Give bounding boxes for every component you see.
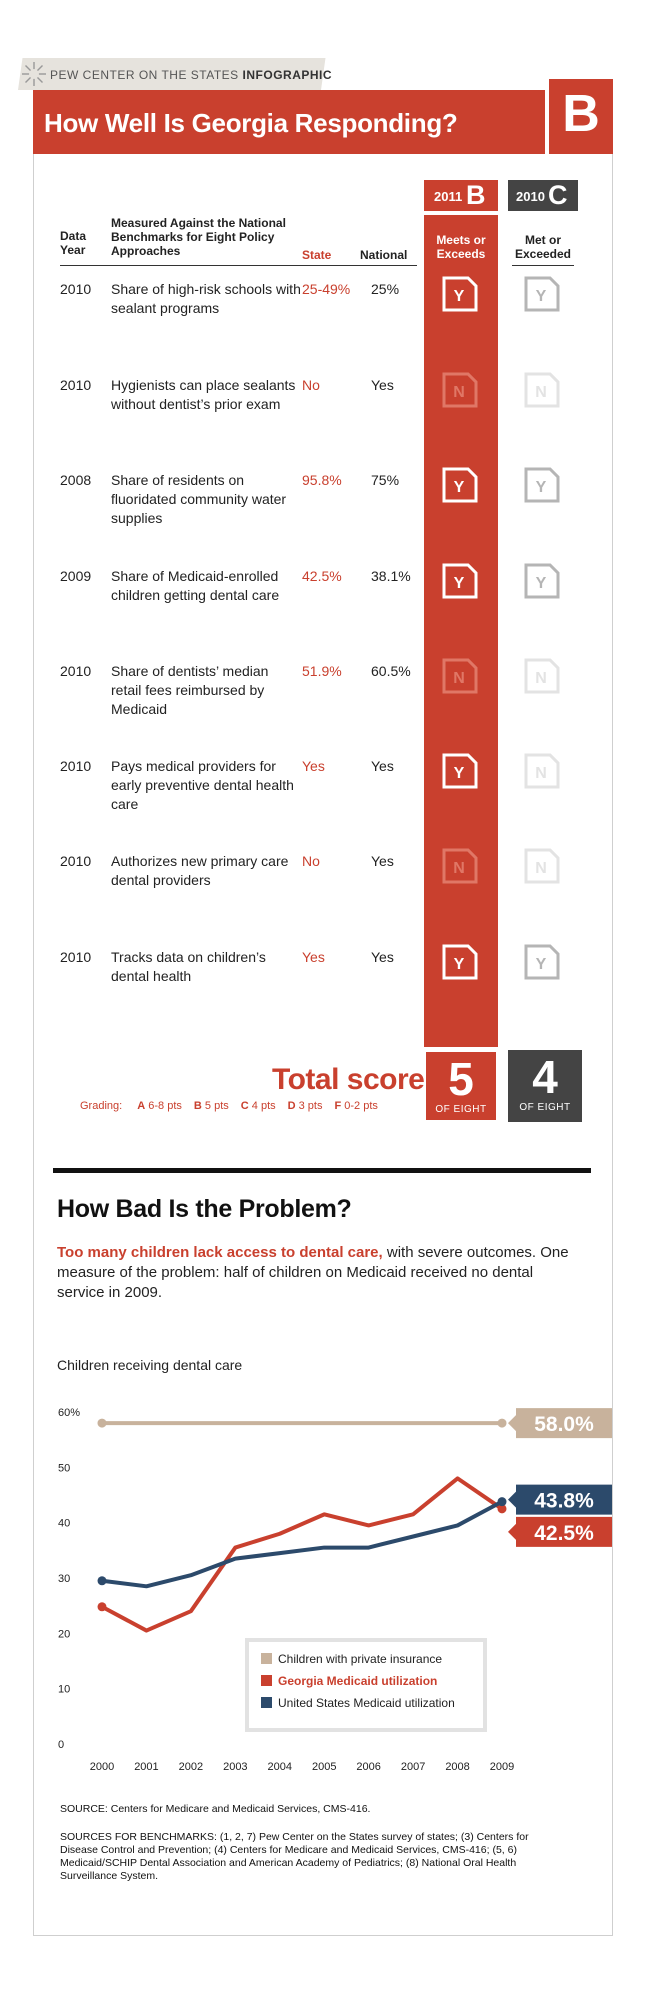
no-mark-icon (524, 372, 560, 408)
row-year: 2009 (60, 568, 92, 584)
row-national-value: Yes (371, 949, 394, 965)
svg-text:Y: Y (453, 575, 465, 592)
org-name: PEW CENTER ON THE STATES (50, 68, 239, 82)
row-label: Authorizes new primary care dental providers (111, 853, 289, 888)
score-2010 (508, 1050, 582, 1122)
legend-label: Georgia Medicaid utilization (278, 1674, 438, 1688)
page-title: How Well Is Georgia Responding? (44, 108, 458, 138)
series-line-2 (102, 1478, 502, 1630)
section2-intro (57, 1243, 577, 1303)
legend-label: Children with private insurance (278, 1652, 443, 1666)
svg-text:N: N (453, 670, 465, 687)
line-chart (40, 1385, 620, 1775)
svg-text:42.5%: 42.5% (534, 1521, 594, 1545)
series-line-3 (102, 1502, 502, 1587)
row-year: 2008 (60, 472, 92, 488)
no-mark-icon (442, 658, 478, 694)
row-state-value: No (302, 377, 320, 393)
y-tick-label: 40 (58, 1517, 71, 1530)
y-tick-label: 20 (58, 1628, 71, 1641)
no-mark-icon (524, 753, 560, 789)
row-year: 2010 (60, 949, 92, 965)
tab-2010 (508, 180, 578, 211)
row-state-value: Yes (302, 758, 325, 774)
row-year: 2010 (60, 853, 92, 869)
tab-2011-grade: B (466, 180, 486, 210)
org-suffix: INFOGRAPHIC (242, 68, 333, 82)
no-mark-icon (524, 658, 560, 694)
tab-2011 (424, 180, 498, 211)
end-value-label (508, 1408, 612, 1438)
row-label: Share of high-risk schools with sealant programs (111, 281, 301, 316)
column-2011 (424, 215, 498, 1047)
series-start-point (98, 1576, 107, 1585)
svg-text:Y: Y (453, 765, 465, 782)
x-tick-label: 2008 (445, 1761, 470, 1773)
intro-highlight: Too many children lack access to dental care, (57, 1244, 383, 1261)
grading-item: F 0-2 pts (334, 1100, 378, 1112)
grading-scale (80, 1100, 378, 1112)
legend-swatch (261, 1653, 272, 1664)
svg-text:Y: Y (535, 479, 547, 496)
pew-sunburst-icon (20, 60, 48, 88)
row-year: 2010 (60, 281, 92, 297)
y-tick-label: 0 (58, 1739, 65, 1751)
no-mark-icon (442, 372, 478, 408)
svg-text:N: N (535, 670, 547, 687)
svg-text:Y: Y (453, 288, 465, 305)
x-tick-label: 2001 (134, 1761, 159, 1773)
yes-mark-icon (442, 467, 478, 503)
row-state-value: No (302, 853, 320, 869)
series-start-point (98, 1419, 107, 1428)
row-label: Share of residents on fluoridated community water supplies (111, 472, 287, 526)
end-value-label (508, 1485, 612, 1515)
yes-mark-icon (442, 563, 478, 599)
no-mark-icon (442, 848, 478, 884)
grading-item: D 3 pts (287, 1100, 323, 1112)
x-tick-label: 2007 (400, 1761, 426, 1773)
header-rule-2010 (512, 265, 574, 266)
header-data-year: Data Year (60, 229, 87, 257)
row-label: Pays medical providers for early preventive dental health care (111, 758, 294, 812)
svg-text:N: N (535, 384, 547, 401)
x-tick-label: 2009 (489, 1761, 515, 1773)
row-state-value: 25-49% (302, 281, 351, 297)
yes-mark-icon (524, 563, 560, 599)
legend-swatch (261, 1675, 272, 1686)
score-2010-of: OF EIGHT (519, 1102, 571, 1113)
row-national-value: Yes (371, 377, 394, 393)
svg-text:Y: Y (535, 956, 547, 973)
tab-2011-year: 2011 (434, 189, 463, 204)
org-label (50, 68, 332, 82)
y-tick-label: 60% (58, 1407, 81, 1419)
row-national-value: Yes (371, 853, 394, 869)
tab-2010-grade: C (548, 180, 568, 210)
grading-item: A 6-8 pts (137, 1100, 182, 1112)
chart-title: Children receiving dental care (57, 1357, 243, 1373)
legend-swatch (261, 1697, 272, 1708)
score-2010-value: 4 (532, 1051, 558, 1103)
yes-mark-icon (442, 944, 478, 980)
yes-mark-icon (524, 944, 560, 980)
section-divider (53, 1168, 591, 1173)
header-measure: Measured Against the National Benchmarks for Eight Policy Approaches (111, 216, 286, 258)
intro-rest: with severe outcomes. One measure of the problem: half of children on Medicaid received no dental service in 2009. (57, 1244, 569, 1301)
end-value-label (508, 1517, 612, 1547)
svg-text:N: N (453, 384, 465, 401)
header-national: National (360, 248, 408, 262)
header-meets: Meets or Exceeds (436, 233, 486, 261)
row-label: Hygienists can place sealants without dentist’s prior exam (111, 377, 296, 412)
row-state-value: Yes (302, 949, 325, 965)
row-year: 2010 (60, 758, 92, 774)
x-tick-label: 2000 (89, 1761, 115, 1773)
svg-text:N: N (453, 860, 465, 877)
grading-item: B 5 pts (193, 1100, 229, 1112)
row-label: Tracks data on children’s dental health (111, 949, 266, 984)
score-2011 (424, 1050, 498, 1122)
row-state-value: 51.9% (302, 663, 342, 679)
series-start-point (98, 1602, 107, 1611)
overall-grade: B (562, 85, 600, 143)
section2-title: How Bad Is the Problem? (57, 1195, 352, 1223)
yes-mark-icon (524, 276, 560, 312)
x-tick-label: 2006 (356, 1761, 381, 1773)
y-tick-label: 30 (58, 1573, 71, 1585)
row-label: Share of dentists’ median retail fees reimbursed by Medicaid (111, 663, 269, 717)
grading-label: Grading: (80, 1100, 123, 1112)
benchmark-sources: SOURCES FOR BENCHMARKS: (1, 2, 7) Pew Center on the States survey of states; (3) Centers for Disease Control and Prevention; (4) Centers for Medicare and Medicaid Services, CMS-416; (5, 6) Medicaid/SCHIP Dental Association and American Academy of Pediatrics; (8) National Oral Health Surveillance System. (60, 1831, 529, 1882)
row-national-value: 38.1% (371, 568, 411, 584)
tab-2010-year: 2010 (516, 189, 545, 204)
x-tick-label: 2005 (311, 1761, 337, 1773)
row-national-value: 60.5% (371, 663, 411, 679)
yes-mark-icon (524, 467, 560, 503)
yes-mark-icon (442, 753, 478, 789)
svg-text:Y: Y (453, 479, 465, 496)
row-year: 2010 (60, 663, 92, 679)
score-2011-of: OF EIGHT (435, 1104, 487, 1115)
row-year: 2010 (60, 377, 92, 393)
svg-text:Y: Y (453, 956, 465, 973)
y-tick-label: 50 (58, 1462, 71, 1475)
row-national-value: 25% (371, 281, 400, 297)
series-end-point (498, 1497, 507, 1506)
svg-text:N: N (535, 860, 547, 877)
row-state-value: 42.5% (302, 568, 342, 584)
source-note: SOURCE: Centers for Medicare and Medicaid Services, CMS-416. (60, 1803, 371, 1815)
svg-text:Y: Y (535, 288, 547, 305)
series-end-point (498, 1419, 507, 1428)
header-met: Met or Exceeded (514, 233, 572, 261)
row-label: Share of Medicaid-enrolled children getting dental care (111, 568, 280, 603)
header-state: State (302, 248, 332, 262)
x-tick-label: 2003 (223, 1761, 248, 1773)
row-national-value: 75% (371, 472, 400, 488)
total-score-label: Total score (272, 1063, 425, 1096)
svg-text:43.8%: 43.8% (534, 1489, 594, 1513)
yes-mark-icon (442, 276, 478, 312)
score-2011-value: 5 (448, 1053, 474, 1105)
svg-text:N: N (535, 765, 547, 782)
header-rule (60, 265, 417, 266)
row-national-value: Yes (371, 758, 394, 774)
no-mark-icon (524, 848, 560, 884)
row-state-value: 95.8% (302, 472, 342, 488)
legend-label: United States Medicaid utilization (278, 1696, 455, 1710)
svg-text:58.0%: 58.0% (534, 1413, 594, 1437)
svg-text:Y: Y (535, 575, 547, 592)
x-tick-label: 2004 (267, 1761, 293, 1773)
x-tick-label: 2002 (178, 1761, 204, 1773)
grading-item: C 4 pts (240, 1100, 276, 1112)
y-tick-label: 10 (58, 1683, 71, 1696)
